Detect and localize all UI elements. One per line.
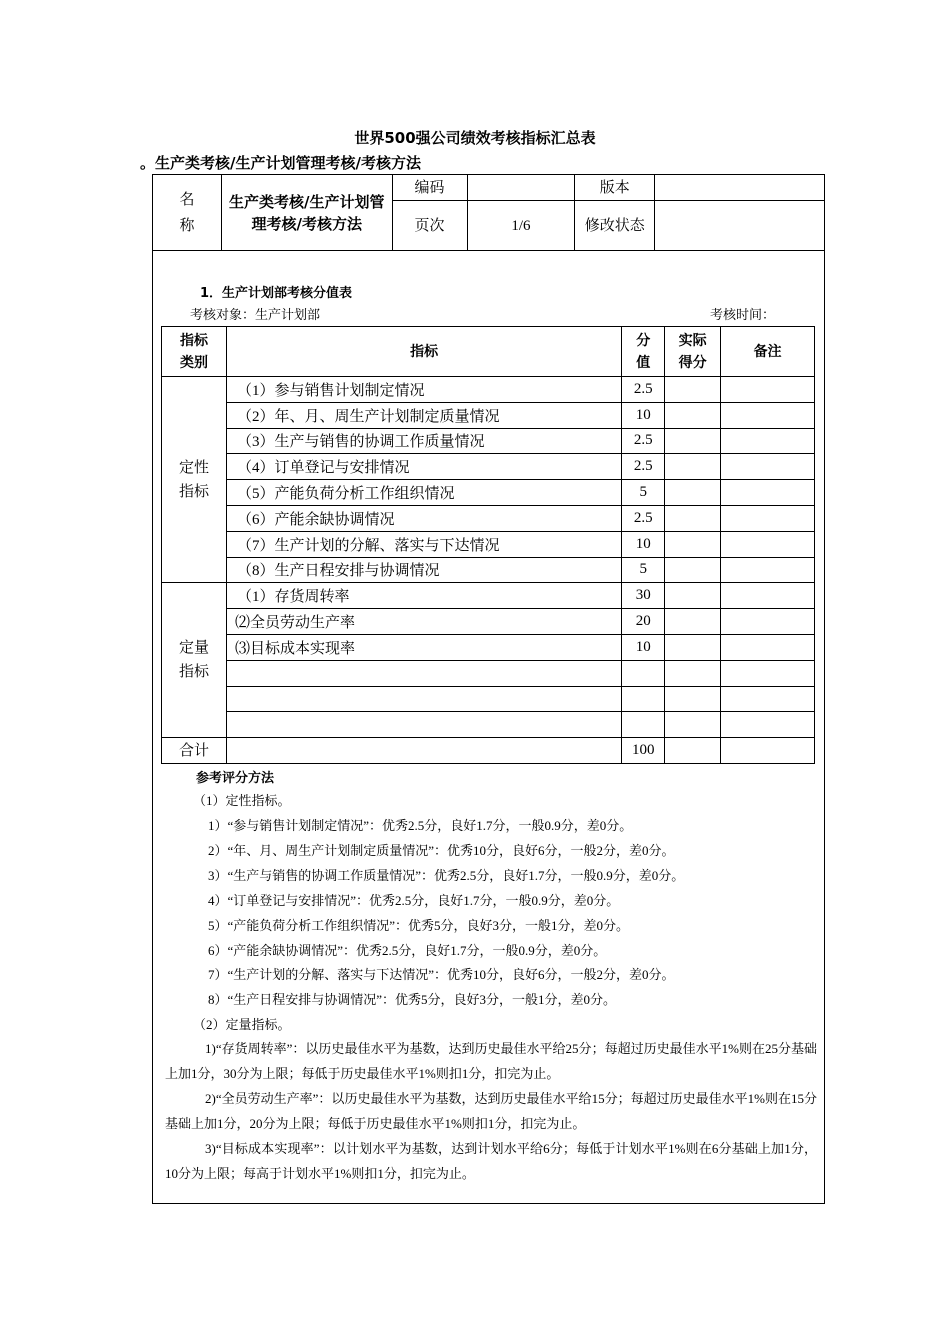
score-table-title: 1．生产计划部考核分值表 (200, 286, 353, 301)
remark-cell (721, 712, 815, 738)
remark-cell (721, 428, 815, 454)
method-paragraph: 2)“全员劳动生产率”：以历史最佳水平为基数，达到历史最佳水平给15分；每超过历史最佳水平1%则在15分基础上加1分，20分为上限；每低于历史最佳水平1%则扣1分，扣完为止。 (165, 1091, 817, 1131)
table-row (162, 480, 815, 506)
code-label: 编码 (392, 175, 467, 201)
table-row (162, 402, 815, 428)
evaluation-target: 考核对象：生产计划部 (190, 307, 321, 322)
remark-cell (721, 634, 815, 660)
table-row (162, 583, 815, 609)
method-item: 8）“生产日程安排与协调情况”：优秀5分，良好3分，一般1分，差0分。 (208, 992, 617, 1007)
indicator-cell: （1）存货周转率 (226, 583, 621, 609)
table-row (162, 557, 815, 583)
indicator-cell: （1）参与销售计划制定情况 (226, 377, 621, 403)
document-header-table (152, 174, 825, 251)
method-item: 1）“参与销售计划制定情况”：优秀2.5分，良好1.7分，一般0.9分，差0分。 (208, 818, 633, 833)
table-row (162, 686, 815, 712)
table-row (162, 609, 815, 635)
remark-cell (721, 454, 815, 480)
actual-score-cell (665, 686, 721, 712)
method-item: 7）“生产计划的分解、落实与下达情况”：优秀10分，良好6分，一般2分，差0分。 (208, 967, 675, 982)
table-row (162, 428, 815, 454)
indicator-cell (226, 712, 621, 738)
indicator-cell (226, 686, 621, 712)
table-row (162, 634, 815, 660)
total-actual-cell (665, 738, 721, 764)
score-cell: 10 (622, 531, 665, 557)
category-quantitative: 定量指标 (162, 583, 227, 738)
indicator-cell: ⑵全员劳动生产率 (226, 609, 621, 635)
name-label: 名称 (179, 191, 195, 234)
score-cell (622, 712, 665, 738)
indicator-cell: （8）生产日程安排与协调情况 (226, 557, 621, 583)
document-title: 世界500强公司绩效考核指标汇总表 (354, 129, 596, 147)
table-row (162, 712, 815, 738)
actual-score-cell (665, 609, 721, 635)
score-cell: 30 (622, 583, 665, 609)
remark-cell (721, 531, 815, 557)
indicator-cell: （2）年、月、周生产计划制定质量情况 (226, 402, 621, 428)
score-cell: 10 (622, 634, 665, 660)
score-cell: 20 (622, 609, 665, 635)
actual-score-cell (665, 505, 721, 531)
name-value-cell (221, 175, 392, 251)
evaluation-time: 考核时间： (710, 307, 776, 322)
name-value: 生产类考核/生产计划管理考核/考核方法 (229, 192, 385, 233)
quantitative-rows (162, 583, 815, 738)
indicator-cell (226, 660, 621, 686)
version-value (655, 175, 825, 201)
method-title: 参考评分方法 (196, 771, 275, 786)
indicator-cell: ⑶目标成本实现率 (226, 634, 621, 660)
indicator-cell: （3）生产与销售的协调工作质量情况 (226, 428, 621, 454)
remark-cell (721, 583, 815, 609)
column-header-score: 分值 (622, 327, 665, 377)
total-row (162, 738, 815, 764)
remark-cell (721, 377, 815, 403)
indicator-cell: （4）订单登记与安排情况 (226, 454, 621, 480)
method-item: 2）“年、月、周生产计划制定质量情况”：优秀10分，良好6分，一般2分，差0分。 (208, 843, 675, 858)
method-item: 5）“产能负荷分析工作组织情况”：优秀5分，良好3分，一般1分，差0分。 (208, 918, 630, 933)
score-cell: 2.5 (622, 377, 665, 403)
actual-score-cell (665, 660, 721, 686)
actual-score-cell (665, 712, 721, 738)
actual-score-cell (665, 428, 721, 454)
column-header-indicator: 指标 (226, 327, 621, 377)
table-row (162, 660, 815, 686)
remark-cell (721, 660, 815, 686)
remark-cell (721, 505, 815, 531)
method-item: 3）“生产与销售的协调工作质量情况”：优秀2.5分，良好1.7分，一般0.9分，差0分。 (208, 868, 685, 883)
page-label: 页次 (392, 201, 467, 251)
score-cell: 10 (622, 402, 665, 428)
score-cell (622, 686, 665, 712)
method-item: 6）“产能余缺协调情况”：优秀2.5分，良好1.7分，一般0.9分，差0分。 (208, 943, 607, 958)
status-label-cell (575, 201, 655, 251)
table-row (162, 505, 815, 531)
actual-score-cell (665, 377, 721, 403)
qualitative-rows (162, 377, 815, 583)
method-item: 4）“订单登记与安排情况”：优秀2.5分，良好1.7分，一般0.9分，差0分。 (208, 893, 620, 908)
actual-score-cell (665, 583, 721, 609)
remark-cell (721, 402, 815, 428)
total-remark-cell (721, 738, 815, 764)
actual-score-cell (665, 531, 721, 557)
table-row (162, 454, 815, 480)
score-cell (622, 660, 665, 686)
total-label: 合计 (162, 738, 227, 764)
actual-score-cell (665, 454, 721, 480)
table-row (162, 377, 815, 403)
score-cell: 2.5 (622, 428, 665, 454)
name-label-cell (153, 175, 222, 251)
score-cell: 5 (622, 557, 665, 583)
page-value: 1/6 (467, 201, 575, 251)
method-paragraph: 3)“目标成本实现率”：以计划水平为基数，达到计划水平给6分；每低于计划水平1%则在6分基础上加1分，10分为上限；每高于计划水平1%则扣1分，扣完为止。 (165, 1141, 817, 1181)
indicator-cell: （7）生产计划的分解、落实与下达情况 (226, 531, 621, 557)
remark-cell (721, 686, 815, 712)
indicator-cell: （6）产能余缺协调情况 (226, 505, 621, 531)
indicator-cell: （5）产能负荷分析工作组织情况 (226, 480, 621, 506)
score-cell: 2.5 (622, 505, 665, 531)
qualitative-method-heading: （1）定性指标。 (193, 793, 291, 808)
column-header-remark: 备注 (721, 327, 815, 377)
column-header-actual-score: 实际得分 (665, 327, 721, 377)
status-label: 修改状态 (584, 217, 645, 234)
actual-score-cell (665, 480, 721, 506)
actual-score-cell (665, 634, 721, 660)
remark-cell (721, 557, 815, 583)
code-value (467, 175, 575, 201)
actual-score-cell (665, 557, 721, 583)
total-indicator-cell (226, 738, 621, 764)
section-heading: 。生产类考核/生产计划管理考核/考核方法 (140, 154, 421, 172)
score-cell: 2.5 (622, 454, 665, 480)
score-table (161, 326, 815, 764)
table-row (162, 531, 815, 557)
status-value (655, 201, 825, 251)
remark-cell (721, 609, 815, 635)
remark-cell (721, 480, 815, 506)
version-label: 版本 (575, 175, 655, 201)
quantitative-method-heading: （2）定量指标。 (193, 1017, 291, 1032)
category-qualitative: 定性指标 (162, 377, 227, 583)
method-paragraph: 1)“存货周转率”：以历史最佳水平为基数，达到历史最佳水平给25分；每超过历史最佳水平1%则在25分基础上加1分，30分为上限；每低于历史最佳水平1%则扣1分，扣完为止。 (165, 1041, 817, 1081)
actual-score-cell (665, 402, 721, 428)
column-header-category: 指标类别 (162, 327, 227, 377)
total-score: 100 (622, 738, 665, 764)
score-table-header-row (162, 327, 815, 377)
score-cell: 5 (622, 480, 665, 506)
